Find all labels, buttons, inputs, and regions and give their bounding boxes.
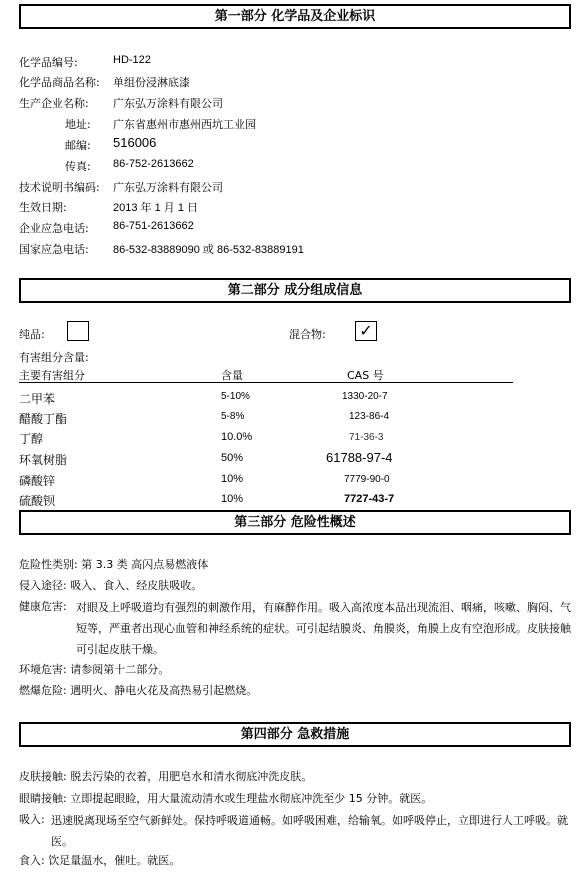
section2-header	[19, 278, 571, 303]
eye-contact-label: 眼睛接触:	[19, 792, 67, 805]
field-label-product-name: 化学品商品名称:	[19, 76, 100, 89]
row-content: 10%	[221, 473, 244, 485]
row-content: 5-8%	[221, 411, 245, 422]
col-header-component: 主要有害组分	[19, 369, 85, 382]
field-label-postcode: 邮编:	[65, 139, 91, 152]
col-header-cas: CAS 号	[347, 369, 384, 382]
section1-title: 第一部分 化学品及企业标识	[214, 9, 376, 24]
hazard-label: 有害组分含量:	[19, 351, 89, 364]
row-name: 二甲苯	[19, 392, 56, 406]
inhalation-label: 吸入:	[19, 813, 45, 826]
field-label-company-phone: 企业应急电话:	[19, 222, 89, 235]
field-value-chem-no: HD-122	[113, 54, 151, 66]
row-name: 磷酸锌	[19, 474, 56, 488]
ingestion-label: 食入:	[19, 854, 45, 867]
health-hazard-label: 健康危害:	[19, 600, 67, 613]
section3-header	[19, 510, 571, 535]
fire-hazard	[19, 681, 257, 701]
field-label-fax: 传真:	[65, 160, 91, 173]
field-label-chem-no: 化学品编号:	[19, 56, 78, 69]
table-header-rule	[19, 382, 513, 383]
env-hazard-label: 环境危害:	[19, 663, 67, 676]
section4-title: 第四部分 急救措施	[240, 727, 350, 742]
field-label-address: 地址:	[65, 118, 91, 131]
hazard-class-text: 第 3.3 类 高闪点易燃液体	[81, 558, 209, 571]
section1-header	[19, 4, 571, 29]
field-value-effective-date: 2013 年 1 月 1 日	[113, 202, 198, 214]
inhalation-text: 迅速脱离现场至空气新鲜处。保持呼吸道通畅。如呼吸困难，给输氧。如呼吸停止，立即进行人工呼吸。就医。	[51, 814, 568, 848]
section4-header	[19, 722, 571, 747]
field-label-effective-date: 生效日期:	[19, 201, 67, 214]
ingestion-text: 饮足量温水，催吐。就医。	[48, 854, 181, 867]
field-value-product-name: 单组份浸淋底漆	[113, 77, 190, 89]
skin-contact-label: 皮肤接触:	[19, 770, 67, 783]
field-value-address: 广东省惠州市惠州西坑工业园	[113, 119, 256, 131]
ingestion	[19, 851, 180, 871]
row-name: 环氧树脂	[19, 453, 68, 467]
field-label-tech-code: 技术说明书编码:	[19, 181, 100, 194]
field-value-company: 广东弘万涂料有限公司	[113, 98, 223, 110]
field-value-company-phone: 86-751-2613662	[113, 220, 194, 232]
row-cas: 1330-20-7	[342, 391, 388, 402]
field-value-tech-code: 广东弘万涂料有限公司	[113, 182, 223, 194]
row-cas: 123-86-4	[349, 411, 390, 422]
row-name: 丁醇	[19, 432, 44, 446]
hazard-class	[19, 555, 208, 575]
env-hazard-text: 请参阅第十二部分。	[70, 663, 170, 676]
field-value-postcode: 516006	[113, 135, 157, 150]
field-label-company: 生产企业名称:	[19, 97, 89, 110]
pure-checkbox[interactable]	[67, 321, 89, 341]
field-value-national-phone: 86-532-83889090 或 86-532-83889191	[113, 244, 304, 256]
row-content: 50%	[221, 452, 244, 464]
skin-contact-text: 脱去污染的衣着，用肥皂水和清水彻底冲洗皮肤。	[70, 770, 313, 783]
row-name: 硫酸钡	[19, 494, 56, 508]
row-content: 5-10%	[221, 391, 250, 402]
row-cas: 7727-43-7	[344, 493, 395, 505]
eye-contact	[19, 789, 432, 809]
health-hazard-text: 对眼及上呼吸道均有强烈的刺激作用，有麻醉作用。吸入高浓度本品出现流泪、咽痛，咳嗽、胸闷、气短等，严重者出现心血管和神经系统的症状。可引起结膜炎、角膜炎，角膜上皮有空泡形成。皮肤接触可引起皮肤干燥。	[76, 601, 571, 656]
pure-label: 纯品:	[19, 328, 45, 341]
hazard-class-label: 危险性类别:	[19, 558, 78, 571]
env-hazard	[19, 660, 169, 680]
row-name: 醋酸丁酯	[19, 412, 68, 426]
section2-title: 第二部分 成分组成信息	[227, 283, 363, 298]
check-icon: ✓	[359, 321, 373, 340]
exposure-route-text: 吸入、食入、经皮肤吸收。	[70, 579, 203, 592]
row-content: 10.0%	[221, 431, 253, 443]
mixture-label: 混合物:	[289, 328, 326, 341]
eye-contact-text: 立即提起眼睑，用大量流动清水或生理盐水彻底冲洗至少 15 分钟。就医。	[70, 792, 433, 805]
field-value-fax: 86-752-2613662	[113, 158, 194, 170]
row-content: 10%	[221, 493, 244, 505]
skin-contact	[19, 767, 312, 787]
row-cas: 71-36-3	[349, 432, 384, 443]
col-header-content: 含量	[221, 369, 243, 382]
row-cas: 7779-90-0	[344, 474, 390, 485]
fire-hazard-text: 遇明火、静电火花及高热易引起燃烧。	[70, 684, 258, 697]
field-label-national-phone: 国家应急电话:	[19, 243, 89, 256]
row-cas: 61788-97-4	[326, 450, 393, 465]
exposure-route-label: 侵入途径:	[19, 579, 67, 592]
mixture-checkbox[interactable]	[355, 321, 377, 341]
exposure-route	[19, 576, 202, 596]
section3-title: 第三部分 危险性概述	[234, 515, 356, 530]
fire-hazard-label: 燃爆危险:	[19, 684, 67, 697]
